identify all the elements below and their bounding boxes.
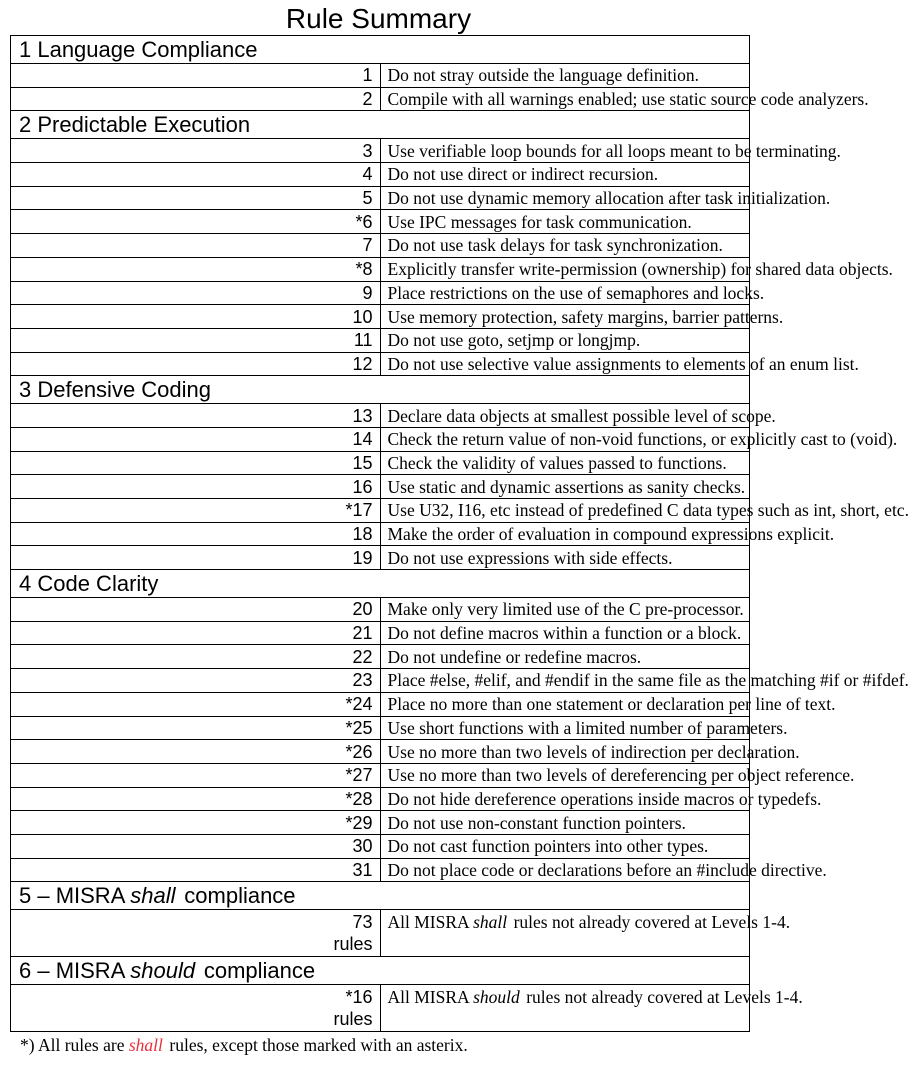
rule-number: 19 bbox=[11, 546, 381, 570]
rule-text: Use no more than two levels of indirection per declaration. bbox=[380, 740, 750, 764]
rule-text: Make the order of evaluation in compound expressions explicit. bbox=[380, 522, 750, 546]
rule-text bbox=[380, 985, 803, 1032]
section-header bbox=[11, 111, 750, 139]
rule-text: Explicitly transfer write-permission (ownership) for shared data objects. bbox=[380, 257, 750, 281]
section-heading: 3 Defensive Coding bbox=[11, 376, 750, 404]
section-heading bbox=[11, 957, 750, 985]
table-row bbox=[11, 834, 750, 858]
rule-text: Do not use dynamic memory allocation after task initialization. bbox=[380, 186, 750, 210]
rule-text: Do not stray outside the language definition. bbox=[380, 64, 750, 88]
rule-number: *8 bbox=[11, 257, 381, 281]
rule-number: 10 bbox=[11, 305, 381, 329]
rule-number: *27 bbox=[11, 763, 381, 787]
table-row bbox=[11, 404, 750, 428]
section-heading: 1 Language Compliance bbox=[11, 36, 750, 64]
table-row bbox=[11, 910, 750, 957]
table-row bbox=[11, 328, 750, 352]
table-row bbox=[11, 692, 750, 716]
section-heading: 4 Code Clarity bbox=[11, 570, 750, 598]
section-header bbox=[11, 36, 750, 64]
heading-text-end: compliance bbox=[197, 957, 316, 983]
rule-text: Place restrictions on the use of semaphores and locks. bbox=[380, 281, 750, 305]
rule-text: Do not use expressions with side effects. bbox=[380, 546, 750, 570]
rule-text-start: All MISRA bbox=[387, 987, 474, 1008]
rule-count-unit: rules bbox=[333, 1009, 373, 1030]
table-row bbox=[11, 87, 750, 111]
table-row bbox=[11, 427, 750, 451]
rule-number: *6 bbox=[11, 210, 381, 234]
heading-emphasis: shall bbox=[130, 882, 176, 908]
rule-text: Do not use goto, setjmp or longjmp. bbox=[380, 328, 750, 352]
table-row bbox=[11, 716, 750, 740]
rule-number: 1 bbox=[11, 64, 381, 88]
section-heading: 2 Predictable Execution bbox=[11, 111, 750, 139]
rule-number: 15 bbox=[11, 451, 381, 475]
rule-text-end: rules not already covered at Levels 1-4. bbox=[509, 912, 791, 933]
table-row bbox=[11, 645, 750, 669]
rule-text: Compile with all warnings enabled; use static source code analyzers. bbox=[380, 87, 750, 111]
table-row bbox=[11, 257, 750, 281]
rule-number: *26 bbox=[11, 740, 381, 764]
table-row bbox=[11, 858, 750, 882]
rule-text: Make only very limited use of the C pre-processor. bbox=[380, 598, 750, 622]
rule-text: Check the validity of values passed to functions. bbox=[380, 451, 750, 475]
rule-text: Place no more than one statement or declaration per line of text. bbox=[380, 692, 750, 716]
footnote-emphasis: shall bbox=[128, 1035, 163, 1056]
heading-text-end: compliance bbox=[178, 882, 296, 908]
table-row bbox=[11, 740, 750, 764]
rule-text: Use short functions with a limited number of parameters. bbox=[380, 716, 750, 740]
rule-count: 73 bbox=[352, 912, 373, 933]
rule-number: 9 bbox=[11, 281, 381, 305]
rule-text: Do not hide dereference operations inside macros or typedefs. bbox=[380, 787, 750, 811]
table-row bbox=[11, 451, 750, 475]
table-row bbox=[11, 811, 750, 835]
rule-count-unit: rules bbox=[333, 934, 373, 955]
rule-count: *16 bbox=[345, 987, 373, 1008]
table-row bbox=[11, 305, 750, 329]
heading-text: 6 – MISRA bbox=[19, 957, 131, 983]
rule-text: Do not use selective value assignments to elements of an enum list. bbox=[380, 352, 750, 376]
rule-text: Declare data objects at smallest possible level of scope. bbox=[380, 404, 750, 428]
rule-number: *17 bbox=[11, 499, 381, 523]
rule-text: Use static and dynamic assertions as sanity checks. bbox=[380, 475, 750, 499]
footnote-text-end: rules, except those marked with an asterix. bbox=[165, 1035, 468, 1056]
table-row bbox=[11, 352, 750, 376]
table-row bbox=[11, 546, 750, 570]
table-row bbox=[11, 598, 750, 622]
table-row bbox=[11, 621, 750, 645]
table-row bbox=[11, 763, 750, 787]
rule-number: 31 bbox=[11, 858, 381, 882]
rule-number: 20 bbox=[11, 598, 381, 622]
rule-text: Do not define macros within a function or a block. bbox=[380, 621, 750, 645]
rule-text: Use U32, I16, etc instead of predefined C data types such as int, short, etc. bbox=[380, 499, 750, 523]
rule-text: Use no more than two levels of dereferencing per object reference. bbox=[380, 763, 750, 787]
table-row bbox=[11, 669, 750, 693]
rule-text: Use verifiable loop bounds for all loops meant to be terminating. bbox=[380, 139, 750, 163]
rule-number: *28 bbox=[11, 787, 381, 811]
rule-text: Do not use non-constant function pointers. bbox=[380, 811, 750, 835]
heading-text: 5 – MISRA bbox=[19, 882, 131, 908]
rule-number: 21 bbox=[11, 621, 381, 645]
rule-number: 18 bbox=[11, 522, 381, 546]
rule-number: 5 bbox=[11, 186, 381, 210]
rule-number: 2 bbox=[11, 87, 381, 111]
rule-text: Use IPC messages for task communication. bbox=[380, 210, 750, 234]
table-row bbox=[11, 985, 750, 1032]
rule-text: Do not place code or declarations before an #include directive. bbox=[380, 858, 750, 882]
table-row bbox=[11, 281, 750, 305]
rule-text: Do not use direct or indirect recursion. bbox=[380, 163, 750, 187]
footnote bbox=[20, 1034, 757, 1056]
rule-text-emphasis: should bbox=[473, 987, 520, 1008]
section-header bbox=[11, 570, 750, 598]
page-title: Rule Summary bbox=[285, 3, 472, 34]
rule-number: 3 bbox=[11, 139, 381, 163]
section-header bbox=[11, 882, 750, 910]
rule-number: 7 bbox=[11, 234, 381, 258]
table-row bbox=[11, 234, 750, 258]
rule-text: Do not cast function pointers into other types. bbox=[380, 834, 750, 858]
section-heading bbox=[11, 882, 750, 910]
rule-text-end: rules not already covered at Levels 1-4. bbox=[521, 987, 803, 1008]
table-row bbox=[11, 499, 750, 523]
rule-number bbox=[11, 985, 381, 1032]
rule-number: 4 bbox=[11, 163, 381, 187]
rule-number: *25 bbox=[11, 716, 381, 740]
table-row bbox=[11, 210, 750, 234]
rule-text-start: All MISRA bbox=[387, 912, 474, 933]
table-row bbox=[11, 475, 750, 499]
table-row bbox=[11, 787, 750, 811]
rule-text-emphasis: shall bbox=[473, 912, 508, 933]
rule-number: 13 bbox=[11, 404, 381, 428]
rule-number: 12 bbox=[11, 352, 381, 376]
table-row bbox=[11, 186, 750, 210]
rule-text: Place #else, #elif, and #endif in the same file as the matching #if or #ifdef. bbox=[380, 669, 750, 693]
rule-text: Do not undefine or redefine macros. bbox=[380, 645, 750, 669]
rule-text: Do not use task delays for task synchronization. bbox=[380, 234, 750, 258]
table-row bbox=[11, 139, 750, 163]
rule-text: Use memory protection, safety margins, barrier patterns. bbox=[380, 305, 750, 329]
rule-text: Check the return value of non-void functions, or explicitly cast to (void). bbox=[380, 427, 750, 451]
rule-summary-table bbox=[10, 35, 909, 1032]
section-header bbox=[11, 957, 750, 985]
table-row bbox=[11, 163, 750, 187]
rule-text bbox=[380, 910, 791, 957]
rule-number: 22 bbox=[11, 645, 381, 669]
rule-number: 30 bbox=[11, 834, 381, 858]
footnote-text: *) All rules are bbox=[20, 1035, 129, 1056]
heading-emphasis: should bbox=[130, 957, 196, 983]
rule-number: 14 bbox=[11, 427, 381, 451]
rule-number: 16 bbox=[11, 475, 381, 499]
table-row bbox=[11, 522, 750, 546]
section-header bbox=[11, 376, 750, 404]
rule-number bbox=[11, 910, 381, 957]
rule-number: *24 bbox=[11, 692, 381, 716]
rule-number: *29 bbox=[11, 811, 381, 835]
rule-number: 11 bbox=[11, 328, 381, 352]
table-row bbox=[11, 64, 750, 88]
rule-number: 23 bbox=[11, 669, 381, 693]
